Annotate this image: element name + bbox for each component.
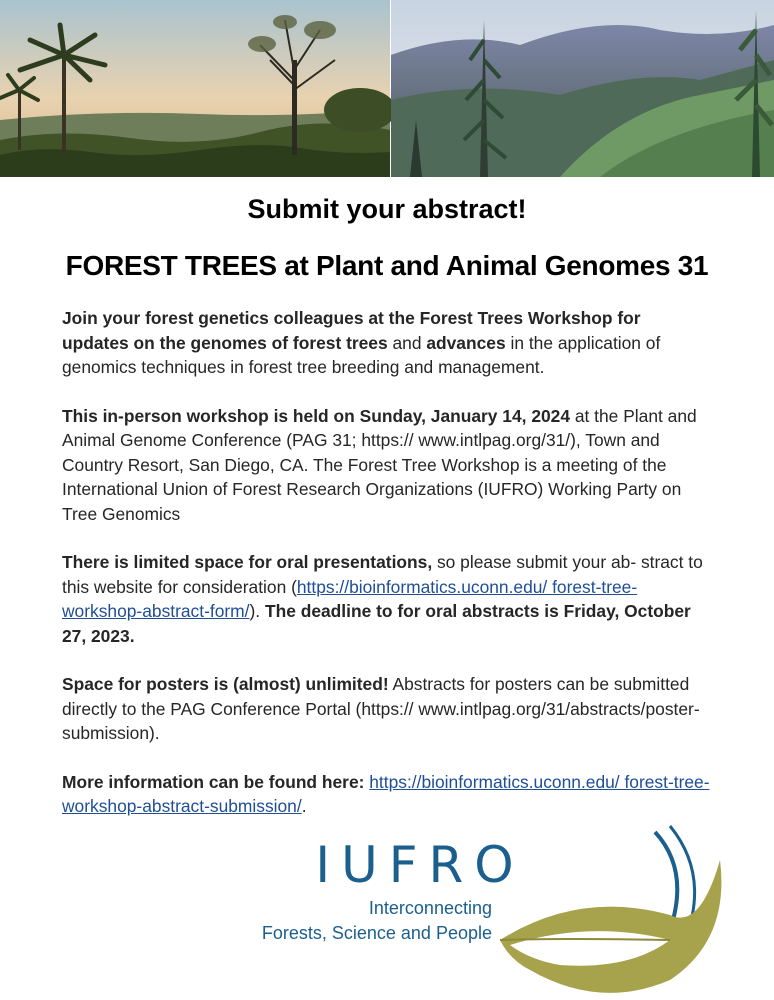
oral-text-1: so please submit your ab- stract to this website for consideration ( xyxy=(62,552,703,597)
posters-bold: Space for posters is (almost) unlimited! xyxy=(62,674,389,694)
paragraph-posters xyxy=(62,672,710,746)
oral-deadline-bold: The deadline to for oral abstracts is Friday, October 27, 2023. xyxy=(62,601,691,646)
paragraph-workshop-date xyxy=(62,404,710,527)
logo-tagline-1: Interconnecting xyxy=(368,898,492,918)
more-info-period: . xyxy=(301,796,307,816)
page-title: Submit your abstract! xyxy=(247,194,527,224)
posters-text: Abstracts for posters can be submitted directly to the PAG Conference Portal (https:// www.intlpag.org/31/abstracts/poster-submission). xyxy=(62,674,700,743)
paragraph-intro xyxy=(62,306,710,380)
abstract-form-link[interactable]: https://bioinformatics.uconn.edu/ forest-tree-workshop-abstract-form/ xyxy=(62,576,638,621)
header-photo-banner xyxy=(0,0,774,177)
tropical-forest-photo xyxy=(0,0,396,177)
page-subtitle: FOREST TREES at Plant and Animal Genomes 31 xyxy=(65,250,709,281)
oral-bold-1: There is limited space for oral presentations, xyxy=(62,552,433,572)
intro-text-2: in the application of genomics techniques in forest tree breeding and management. xyxy=(62,332,661,377)
oral-text-2: ). xyxy=(249,601,265,621)
intro-text-1: and xyxy=(387,332,427,353)
date-bold: This in-person workshop is held on Sunday, January 14, 2024 xyxy=(62,405,571,426)
logo-tagline-2: Forests, Science and People xyxy=(261,923,492,943)
mountain-forest-photo xyxy=(391,0,774,177)
more-info-bold: More information can be found here: xyxy=(62,771,370,792)
iufro-wordmark: IUFRO xyxy=(315,836,525,894)
paragraph-more-info xyxy=(62,770,710,819)
body-text xyxy=(62,306,710,843)
intro-bold-2: advances xyxy=(426,332,506,353)
date-text: at the Plant and Animal Genome Conference (PAG 31; https:// www.intlpag.org/31/), Town and Country Resort, San Diego, CA. The Forest Tree Workshop is a meeting of the International Union of Forest Research Organizations (IUFRO) Working Party on Tree Genomics xyxy=(62,405,697,524)
abstract-submission-link[interactable]: https://bioinformatics.uconn.edu/ forest-tree-workshop-abstract-submission/ xyxy=(62,771,710,816)
intro-bold-1: Join your forest genetics colleagues at the Forest Trees Workshop for updates on the genomes of forest trees xyxy=(62,308,641,353)
paragraph-oral-abstracts xyxy=(62,550,710,648)
header-photos xyxy=(0,0,774,177)
